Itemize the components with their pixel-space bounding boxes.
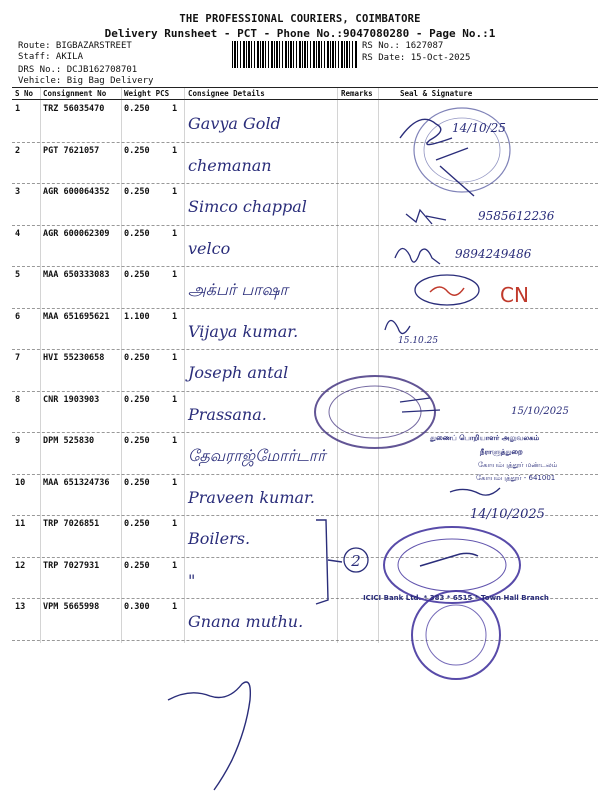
row-consignment-no: PGT 7621057 bbox=[43, 145, 100, 156]
row-pcs: 1 bbox=[172, 394, 178, 405]
row-weight: 0.250 bbox=[124, 394, 150, 405]
row-weight: 0.250 bbox=[124, 228, 150, 239]
row-consignee-handwritten: அக்பர் பாஷா bbox=[188, 280, 288, 299]
col-sno: S No bbox=[15, 89, 34, 98]
row-consignment-no: HVI 55230658 bbox=[43, 353, 105, 363]
row10-date: 14/10/2025 bbox=[470, 507, 545, 522]
row4-phone: 9894249486 bbox=[455, 247, 532, 261]
document-subtitle: Delivery Runsheet - PCT - Phone No.:9047080280 - Page No.:1 bbox=[104, 27, 496, 40]
row13-bank-stamp bbox=[412, 591, 500, 679]
row1-date: 14/10/25 bbox=[452, 121, 506, 135]
row-consignment-no: DPM 525830 bbox=[43, 436, 95, 446]
row-consignee-handwritten: velco bbox=[188, 238, 231, 258]
row-weight: 0.250 bbox=[124, 270, 150, 280]
vehicle-label: Vehicle: Big Bag Delivery bbox=[18, 76, 154, 86]
row-consignee-handwritten: Gavya Gold bbox=[188, 114, 281, 133]
row-consignee-handwritten: Simco chappal bbox=[188, 197, 307, 216]
row-pcs: 1 bbox=[172, 353, 178, 363]
col-weight-pcs: Weight PCS bbox=[124, 89, 170, 98]
row-weight: 0.250 bbox=[124, 436, 150, 446]
row-pcs: 1 bbox=[172, 228, 178, 239]
row-pcs: 1 bbox=[172, 187, 178, 197]
row-consignment-no: MAA 651695621 bbox=[43, 311, 110, 322]
row-weight: 1.100 bbox=[124, 311, 150, 322]
row-weight: 0.250 bbox=[124, 353, 150, 363]
row-sno: 7 bbox=[15, 353, 21, 363]
row6-date: 15.10.25 bbox=[398, 336, 439, 346]
row-weight: 0.250 bbox=[124, 187, 150, 197]
row-consignee-handwritten: Praveen kumar. bbox=[188, 487, 316, 507]
row-sno: 9 bbox=[15, 436, 21, 446]
row-pcs: 1 bbox=[172, 560, 178, 571]
row-consignment-no: MAA 651324736 bbox=[43, 477, 110, 488]
row3-signature bbox=[406, 210, 446, 224]
row-sno: 8 bbox=[15, 394, 21, 405]
row-pcs: 1 bbox=[172, 145, 178, 156]
row13-stamp-text: ICICI Bank Ltd. * 383 * 6515 * Town Hall Branch bbox=[363, 594, 549, 602]
row-consignee-handwritten: Joseph antal bbox=[188, 363, 289, 382]
row-pcs: 1 bbox=[172, 519, 178, 529]
row-consignment-no: CNR 1903903 bbox=[43, 394, 100, 405]
bracket-number: 2 bbox=[351, 552, 361, 570]
row-sno: 1 bbox=[15, 104, 21, 114]
row3-phone: 9585612236 bbox=[478, 209, 555, 223]
row-pcs: 1 bbox=[172, 477, 178, 488]
row-consignee-handwritten: தேவராஜ்மோர்டார் bbox=[188, 446, 326, 465]
route-label: Route: BIGBAZARSTREET bbox=[18, 41, 132, 51]
row5-red-scribble bbox=[430, 287, 464, 295]
row8-stamp-line3: கோயம்புத்தூர் மண்டலம் bbox=[478, 461, 558, 469]
row-weight: 0.250 bbox=[124, 519, 150, 529]
row-consignment-no: TRP 7026851 bbox=[43, 519, 100, 529]
row6-signature bbox=[385, 320, 410, 333]
row-sno: 12 bbox=[15, 560, 26, 571]
col-seal-signature: Seal & Signature bbox=[400, 89, 473, 98]
drs-label: DRS No.: DCJB162708701 bbox=[18, 65, 138, 75]
row-sno: 11 bbox=[15, 519, 26, 529]
bottom-scribble bbox=[168, 682, 250, 790]
row8-stamp bbox=[315, 376, 435, 448]
row-consignee-handwritten: chemanan bbox=[188, 155, 272, 175]
row-weight: 0.250 bbox=[124, 477, 150, 488]
row-weight: 0.250 bbox=[124, 560, 150, 571]
row-weight: 0.300 bbox=[124, 602, 150, 612]
col-consignee: Consignee Details bbox=[188, 89, 265, 98]
row5-mark: CN bbox=[500, 283, 529, 307]
col-consignment: Consignment No bbox=[43, 89, 107, 98]
document-title: THE PROFESSIONAL COURIERS, COIMBATORE bbox=[179, 13, 421, 25]
row-sno: 10 bbox=[15, 477, 26, 488]
row-sno: 5 bbox=[15, 270, 21, 280]
row-consignment-no: TRZ 56035470 bbox=[43, 104, 105, 114]
row-pcs: 1 bbox=[172, 436, 178, 446]
row8-stamp-line1: துணைப் பொறியாளர் அலுவலகம் bbox=[430, 434, 540, 442]
row-sno: 3 bbox=[15, 187, 21, 197]
row-consignee-handwritten: " bbox=[188, 570, 196, 590]
rows11-12-bracket bbox=[316, 520, 342, 604]
row-weight: 0.250 bbox=[124, 145, 150, 156]
row-sno: 4 bbox=[15, 228, 21, 239]
staff-label: Staff: AKILA bbox=[18, 52, 84, 62]
col-remarks: Remarks bbox=[341, 89, 373, 98]
row-sno: 13 bbox=[15, 602, 26, 612]
rs-date: RS Date: 15-Oct-2025 bbox=[362, 53, 471, 63]
row8-stamp-line2: நீராளுத்துறை bbox=[480, 448, 523, 456]
rs-number: RS No.: 1627087 bbox=[362, 41, 444, 51]
row-consignment-no: AGR 600064352 bbox=[43, 187, 110, 197]
row8-stamp-line4: கோயம்புத்தூர் - 641001 bbox=[476, 474, 556, 482]
row-pcs: 1 bbox=[172, 311, 178, 322]
row-consignee-handwritten: Vijaya kumar. bbox=[188, 321, 299, 341]
row8-date: 15/10/2025 bbox=[511, 406, 569, 417]
row-consignee-handwritten: Boilers. bbox=[188, 529, 251, 548]
row-consignment-no: MAA 650333083 bbox=[43, 270, 110, 280]
row-consignee-handwritten: Prassana. bbox=[188, 404, 267, 424]
row-consignee-handwritten: Gnana muthu. bbox=[188, 612, 304, 631]
row-weight: 0.250 bbox=[124, 104, 150, 114]
row-sno: 6 bbox=[15, 311, 21, 322]
row-consignment-no: TRP 7027931 bbox=[43, 560, 100, 571]
row10-signature bbox=[450, 488, 500, 495]
row-sno: 2 bbox=[15, 145, 21, 156]
row4-signature bbox=[395, 248, 440, 264]
row-pcs: 1 bbox=[172, 270, 178, 280]
row-pcs: 1 bbox=[172, 104, 178, 114]
row-consignment-no: AGR 600062309 bbox=[43, 228, 110, 239]
row-pcs: 1 bbox=[172, 602, 178, 612]
row-consignment-no: VPM 5665998 bbox=[43, 602, 100, 612]
